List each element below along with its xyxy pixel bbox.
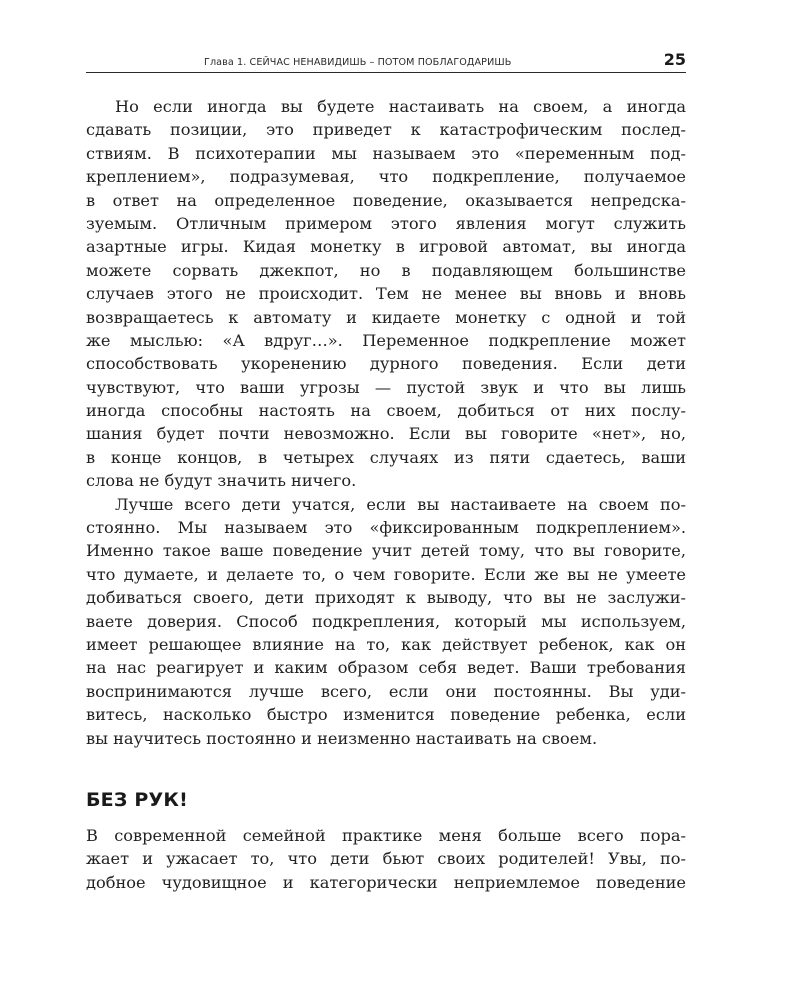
paragraph-2 xyxy=(86,493,686,750)
text-line: в конце концов, в четырех случаях из пяти сдаетесь, ваши xyxy=(86,447,686,467)
text-line: В современной семейной практике меня больше всего пора- xyxy=(86,826,686,845)
text-line: чувствуют, что ваши угрозы — пустой звук и что вы лишь xyxy=(86,377,686,397)
text-line: добное чудовищное и категорически неприемлемое поведение xyxy=(86,872,686,892)
text-line: слова не будут значить ничего. xyxy=(86,471,357,491)
page-number: 25 xyxy=(663,50,686,69)
text-line: ствиям. В психотерапии мы называем это «переменным под- xyxy=(86,143,686,163)
body-text xyxy=(86,95,686,750)
text-line: азартные игры. Кидая монетку в игровой автомат, вы иногда xyxy=(86,237,686,257)
paragraph-1 xyxy=(86,95,686,493)
text-line: витесь, насколько быстро изменится поведение ребенка, если xyxy=(86,705,686,725)
text-line: зуемым. Отличным примером этого явления могут служить xyxy=(86,213,686,233)
section-text xyxy=(86,824,686,894)
text-line: жает и ужасает то, что дети бьют своих родителей! Увы, по- xyxy=(86,849,686,869)
text-line: Но если иногда вы будете настаивать на своем, а иногда xyxy=(115,97,686,116)
chapter-title: Глава 1. СЕЙЧАС НЕНАВИДИШЬ – ПОТОМ ПОБЛАГОДАРИШЬ xyxy=(204,57,512,68)
text-line: добиваться своего, дети приходят к выводу, что вы не заслужи- xyxy=(86,588,686,608)
text-line: можете сорвать джекпот, но в подавляющем большинстве xyxy=(86,260,686,280)
text-line: же мыслью: «А вдруг…». Переменное подкрепление может xyxy=(86,330,686,350)
text-line: имеет решающее влияние на то, как действует ребенок, как он xyxy=(86,634,686,654)
text-line: вы научитесь постоянно и неизменно настаивать на своем. xyxy=(86,728,598,748)
section-heading: БЕЗ РУК! xyxy=(86,789,188,811)
text-line: в ответ на определенное поведение, оказывается непредска- xyxy=(86,190,686,210)
text-line: креплением», подразумевая, что подкрепление, получаемое xyxy=(86,167,686,187)
text-line: на нас реагирует и каким образом себя ведет. Ваши требования xyxy=(86,658,686,678)
running-header xyxy=(86,48,686,73)
text-line: шания будет почти невозможно. Если вы говорите «нет», но, xyxy=(86,424,686,444)
text-line: стоянно. Мы называем это «фиксированным подкреплением». xyxy=(86,518,686,538)
text-line: что думаете, и делаете то, о чем говорите. Если же вы не умеете xyxy=(86,564,686,584)
text-line: ваете доверия. Способ подкрепления, который мы используем, xyxy=(86,611,686,631)
text-line: Лучше всего дети учатся, если вы настаиваете на своем по- xyxy=(115,494,686,514)
text-line: возвращаетесь к автомату и кидаете монетку с одной и той xyxy=(86,307,686,327)
text-line: способствовать укоренению дурного поведения. Если дети xyxy=(86,354,686,374)
text-line: Именно такое ваше поведение учит детей тому, что вы говорите, xyxy=(86,541,686,561)
text-line: сдавать позиции, это приведет к катастрофическим послед- xyxy=(86,120,686,140)
text-line: случаев этого не происходит. Тем не менее вы вновь и вновь xyxy=(86,284,686,304)
text-line: воспринимаются лучше всего, если они постоянны. Вы уди- xyxy=(86,681,686,701)
text-line: иногда способны настоять на своем, добиться от них послу- xyxy=(86,401,686,421)
